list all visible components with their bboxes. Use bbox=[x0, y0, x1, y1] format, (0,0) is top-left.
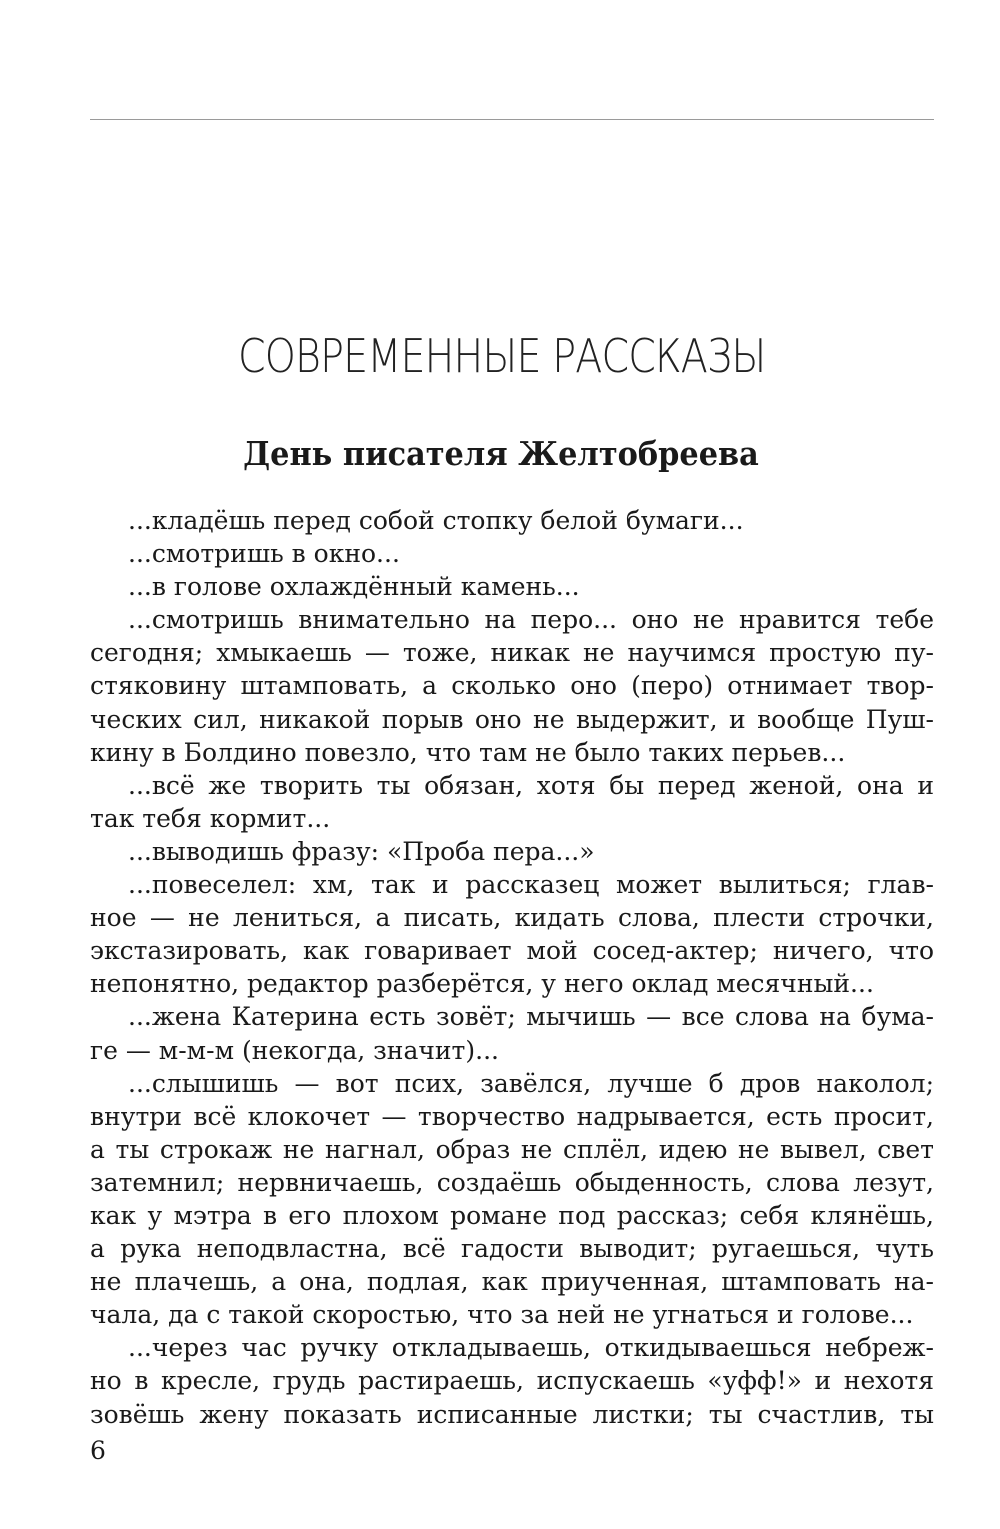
text-line: но в кресле, грудь растираешь, испускаешь «уфф!» и нехотя bbox=[90, 1366, 934, 1396]
text-line: ...в голове охлаждённый камень... bbox=[128, 572, 580, 602]
text-line: чала, да с такой скоростью, что за ней не угнаться и голове... bbox=[90, 1300, 914, 1330]
text-line: ге — м-м-м (некогда, значит)... bbox=[90, 1035, 499, 1065]
text-line: как у мэтра в его плохом романе под рассказ; себя клянёшь, bbox=[90, 1200, 934, 1230]
text-line: ...смотришь в окно... bbox=[128, 539, 400, 569]
text-line: затемнил; нервничаешь, создаёшь обыденность, слова лезут, bbox=[90, 1167, 934, 1197]
text-line: ...смотришь внимательно на перо... оно не нравится тебе bbox=[128, 605, 934, 635]
story-title: День писателя Желтобреева bbox=[243, 434, 759, 473]
section-title: СОВРЕМЕННЫЕ РАССКАЗЫ bbox=[237, 329, 766, 383]
text-line: а рука неподвластна, всё гадости выводит; ругаешься, чуть bbox=[90, 1234, 934, 1264]
text-line: сегодня; хмыкаешь — тоже, никак не научимся простую пу- bbox=[90, 638, 934, 668]
text-line: непонятно, редактор разберётся, у него оклад месячный... bbox=[90, 969, 874, 999]
body-text bbox=[90, 504, 934, 1431]
text-line: зовёшь жену показать исписанные листки; ты счастлив, ты bbox=[90, 1399, 934, 1429]
header-rule bbox=[90, 119, 934, 120]
text-line: ...кладёшь перед собой стопку белой бумаги... bbox=[128, 506, 744, 535]
text-line: ...всё же творить ты обязан, хотя бы перед женой, она и bbox=[128, 770, 934, 800]
text-line: ...выводишь фразу: «Проба пера...» bbox=[128, 836, 595, 866]
text-line: экстазировать, как говаривает мой сосед-актер; ничего, что bbox=[90, 936, 934, 966]
text-line: так тебя кормит... bbox=[90, 803, 331, 833]
text-line: а ты строкаж не нагнал, образ не сплёл, идею не вывел, свет bbox=[90, 1134, 934, 1164]
page-number: 6 bbox=[90, 1436, 106, 1465]
text-line: кину в Болдино повезло, что там не было таких перьев... bbox=[90, 737, 846, 767]
text-line: внутри всё клокочет — творчество надрывается, есть просит, bbox=[90, 1101, 934, 1131]
text-line: ...слышишь — вот псих, завёлся, лучше б дров наколол; bbox=[128, 1068, 934, 1098]
text-line: стяковину штамповать, а сколько оно (перо) отнимает твор- bbox=[90, 671, 934, 701]
text-line: не плачешь, а она, подлая, как приученная, штамповать на- bbox=[90, 1267, 934, 1297]
text-line: ...жена Катерина есть зовёт; мычишь — все слова на бума- bbox=[128, 1002, 934, 1032]
text-line: ческих сил, никакой порыв оно не выдержит, и вообще Пуш- bbox=[90, 704, 934, 734]
text-line: ное — не лениться, а писать, кидать слова, плести строчки, bbox=[90, 903, 934, 933]
text-line: ...повеселел: хм, так и рассказец может вылиться; глав- bbox=[128, 870, 934, 900]
text-line: ...через час ручку откладываешь, откидываешься небреж- bbox=[128, 1333, 934, 1363]
